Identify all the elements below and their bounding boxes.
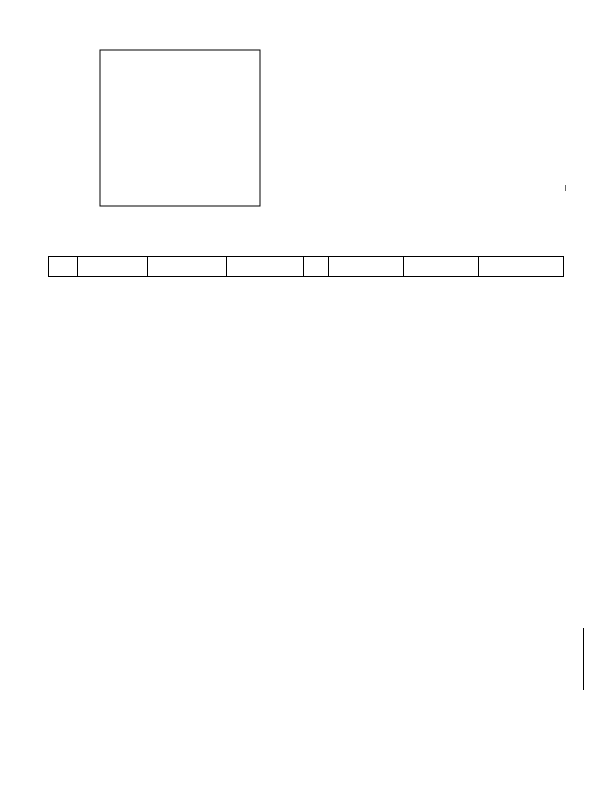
spec-row <box>340 79 417 90</box>
specs-block <box>340 47 417 89</box>
spec-row <box>340 47 417 58</box>
ic-pinout-diagram <box>86 40 286 220</box>
ic-outline <box>86 40 286 220</box>
pin-function-table <box>48 256 564 277</box>
spec-row <box>340 68 417 79</box>
pin-table-wrapper <box>48 256 564 277</box>
table-header-row <box>49 257 564 277</box>
header-low-2 <box>479 257 564 277</box>
header-function-2 <box>329 257 404 277</box>
table-diagonal-lines <box>48 256 568 616</box>
header-high <box>148 257 227 277</box>
margin-rule <box>583 628 584 690</box>
header-low <box>227 257 304 277</box>
scan-mark <box>565 185 566 191</box>
header-pin <box>49 257 78 277</box>
spec-row <box>340 58 417 69</box>
header-function <box>78 257 148 277</box>
header-pin-2 <box>304 257 329 277</box>
header-high-2 <box>404 257 479 277</box>
